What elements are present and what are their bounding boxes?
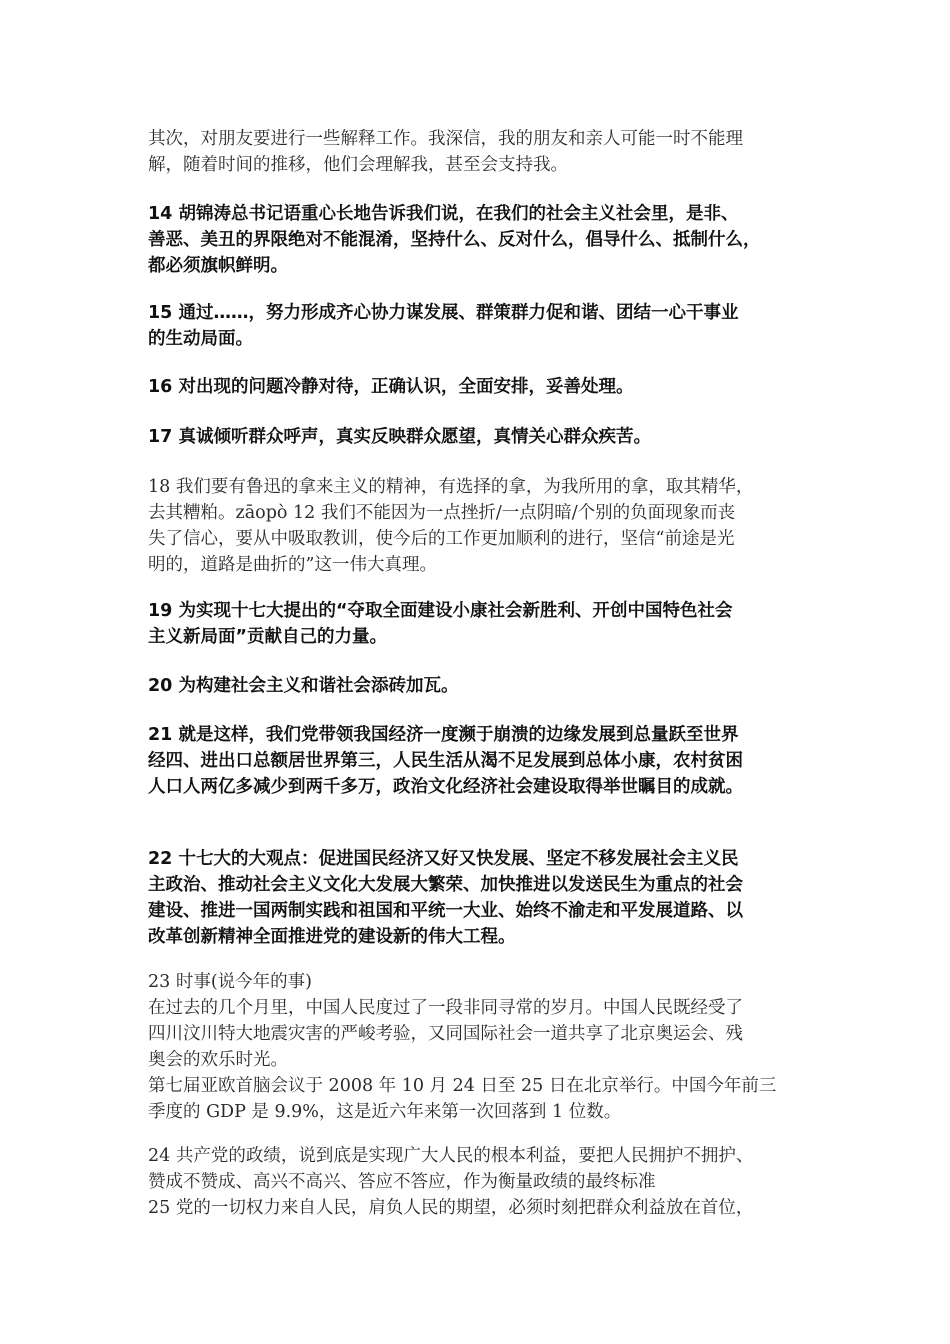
text-line: 19 为实现十七大提出的“夺取全面建设小康社会新胜利、开创中国特色社会 — [148, 601, 733, 621]
text-line: 20 为构建社会主义和谐社会添砖加瓦。 — [148, 676, 459, 696]
paragraph-21 — [148, 722, 818, 800]
text-line: 季度的 GDP 是 9.9%，这是近六年来第一次回落到 1 位数。 — [148, 1102, 622, 1122]
text-line: 人口人两亿多减少到两千多万，政治文化经济社会建设取得举世瞩目的成就。 — [148, 777, 743, 797]
text-line: 22 十七大的大观点：促进国民经济又好又快发展、坚定不移发展社会主义民 — [148, 849, 739, 869]
text-line: 经四、进出口总额居世界第三，人民生活从渴不足发展到总体小康，农村贫困 — [148, 751, 743, 771]
text-line: 建设、推进一国两制实践和祖国和平统一大业、始终不渝走和平发展道路、以 — [148, 901, 743, 921]
text-line: 14 胡锦涛总书记语重心长地告诉我们说，在我们的社会主义社会里，是非、 — [148, 204, 739, 224]
paragraph-18 — [148, 474, 818, 578]
text-line: 都必须旗帜鲜明。 — [148, 256, 288, 276]
text-line: 17 真诚倾听群众呼声，真实反映群众愿望，真情关心群众疾苦。 — [148, 427, 651, 447]
paragraph-14 — [148, 201, 818, 279]
text-line: 的生动局面。 — [148, 329, 253, 349]
text-line: 赞成不赞成、高兴不高兴、答应不答应，作为衡量政绩的最终标准 — [148, 1172, 656, 1192]
text-line: 18 我们要有鲁迅的拿来主义的精神，有选择的拿，为我所用的拿，取其精华， — [148, 477, 754, 497]
paragraph-15 — [148, 300, 818, 352]
text-line: 第七届亚欧首脑会议于 2008 年 10 月 24 日至 25 日在北京举行。中国今年前三 — [148, 1076, 777, 1096]
text-line: 明的，道路是曲折的”这一伟大真理。 — [148, 555, 437, 575]
paragraph-23 — [148, 969, 818, 1125]
text-line: 主义新局面”贡献自己的力量。 — [148, 627, 388, 647]
text-line: 25 党的一切权力来自人民，肩负人民的期望，必须时刻把群众利益放在首位， — [148, 1198, 754, 1218]
paragraph-intro — [148, 126, 818, 178]
text-line: 主政治、推动社会主义文化大发展大繁荣、加快推进以发送民生为重点的社会 — [148, 875, 743, 895]
text-line: 失了信心，要从中吸取教训，使今后的工作更加顺利的进行，坚信“前途是光 — [148, 529, 735, 549]
paragraph-20 — [148, 673, 818, 699]
paragraph-19 — [148, 598, 818, 650]
text-line: 21 就是这样，我们党带领我国经济一度濒于崩溃的边缘发展到总量跃至世界 — [148, 725, 739, 745]
text-line: 15 通过……，努力形成齐心协力谋发展、群策群力促和谐、团结一心干事业 — [148, 303, 739, 323]
text-line: 解，随着时间的推移，他们会理解我，甚至会支持我。 — [148, 155, 568, 175]
text-line: 四川汶川特大地震灾害的严峻考验，又同国际社会一道共享了北京奥运会、残 — [148, 1024, 743, 1044]
text-line: 其次，对朋友要进行一些解释工作。我深信，我的朋友和亲人可能一时不能理 — [148, 129, 743, 149]
text-line: 奥会的欢乐时光。 — [148, 1050, 288, 1070]
paragraph-22 — [148, 846, 818, 950]
paragraph-16 — [148, 374, 818, 400]
text-line: 24 共产党的政绩，说到底是实现广大人民的根本利益，要把人民拥护不拥护、 — [148, 1146, 754, 1166]
text-line: 善恶、美丑的界限绝对不能混淆，坚持什么、反对什么，倡导什么、抵制什么， — [148, 230, 761, 250]
paragraph-17 — [148, 424, 818, 450]
text-line: 在过去的几个月里，中国人民度过了一段非同寻常的岁月。中国人民既经受了 — [148, 998, 743, 1018]
text-line: 去其糟粕。zāopò 12 我们不能因为一点挫折/一点阴暗/个别的负面现象而丧 — [148, 503, 736, 523]
text-line: 23 时事(说今年的事) — [148, 972, 312, 992]
text-line: 16 对出现的问题冷静对待，正确认识，全面安排，妥善处理。 — [148, 377, 634, 397]
paragraph-24 — [148, 1143, 818, 1221]
text-line: 改革创新精神全面推进党的建设新的伟大工程。 — [148, 927, 516, 947]
